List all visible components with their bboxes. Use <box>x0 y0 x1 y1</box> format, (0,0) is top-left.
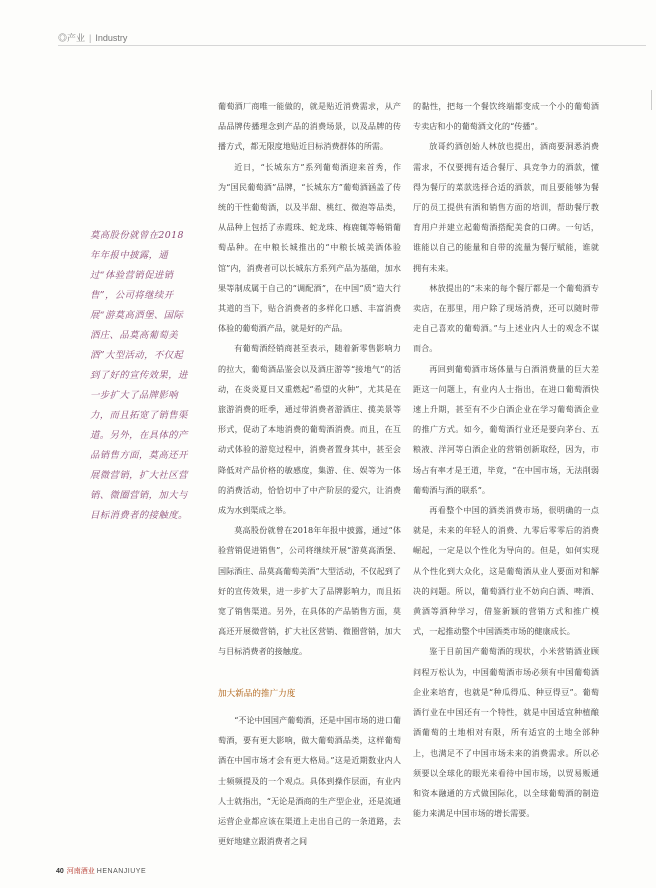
header-rule <box>58 45 646 46</box>
paragraph: 鉴于目前国产葡萄酒的现状，小米营销酒业顾问程万松认为，中国葡萄酒市场必须有中国葡萄酒企业来培育，也就是“种瓜得瓜、种豆得豆”。葡萄酒行业在中国还有一个特性，就是中国适宜种植酿酒葡萄的土地相对有限，所有适宜的土地全部种上，也满足不了中国市场未来的消费需求。所以必须要以全球化的眼光来看待中国市场，以贸易贩通和资本融通的方式做国际化，以全球葡萄酒的制造能力来满足中国市场的增长需要。 <box>413 646 599 819</box>
paragraph: 莫高股份就曾在2018年年报中披露，通过“体验营销促进销售”，公司将继续开展“游莫高酒堡、国际酒庄、品莫高葡萄美酒”大型活动，不仅起到了好的宣传效果，进一步扩大了品牌影响力，而且拓宽了销售渠道。另外，在具体的产品销售方面，莫高还开展微营销，扩大社区营销、微圈营销，加大与目标消费者的接触度。 <box>218 525 401 657</box>
header-divider: | <box>89 33 92 43</box>
magazine-name: 河南酒业 <box>66 868 95 875</box>
paragraph: 放哥约酒创始人林放也提出，酒商要洞悉消费需求，不仅要拥有适合餐厅、具竞争力的酒款，懂得为餐厅的菜款选择合适的酒款，而且要能够为餐厅的员工提供有酒和销售方面的培训，帮助餐厅教育用户并建立起葡萄酒搭配美食的口碑。一句话，谁能以自己的能量和自带的流量为餐厅赋能，谁就拥有未来。 <box>413 141 599 273</box>
article-column-1 <box>218 96 401 851</box>
section-header <box>58 31 127 44</box>
page-number: 40 <box>56 868 64 875</box>
section-label-en: Industry <box>95 33 128 43</box>
section-label-cn: ◎产业 <box>58 33 86 43</box>
paragraph: 有葡萄酒经销商甚至表示，随着新零售影响力的拉大，葡萄酒品鉴会以及酒庄游等“接地气”的活动，在炎炎夏日又重燃起“希望的火种”，尤其是在旅游消费的旺季，通过带消费者游酒庄、揽美景等形式，促动了本地消费的葡萄酒消费。而且，在互动式体验的游览过程中，消费者置身其中，甚至会降低对产品价格的敏感度，集游、住、娱等为一体的消费活动，恰恰切中了中产阶层的爱穴，让消费成为水到渠成之举。 <box>218 343 401 516</box>
paragraph: 再回到葡萄酒市场体量与白酒消费量的巨大差距这一问题上，有业内人士指出，在进口葡萄酒快速上升期，甚至有不少白酒企业在学习葡萄酒企业的推广方式。如今，葡萄酒行业还是要向茅台、五粮液、洋河等白酒企业的营销创新取经，因为，市场占有率才是王道，毕竟，“在中国市场，无法削弱葡萄酒与酒的联系”。 <box>413 363 599 495</box>
paragraph: 葡萄酒厂商唯一能做的，就是贴近消费需求，从产品品牌传播理念到产品的消费场景，以及品牌的传播方式，都无限度地贴近目标消费群体的所需。 <box>218 101 401 152</box>
paragraph: 再看整个中国的酒类消费市场，很明确的一点就是，未来的年轻人的消费、九零后零零后的消费崛起，一定是以个性化为导向的。但是，如何实现从个性化到大众化，这是葡萄酒从业人要面对和解决的问题。所以，葡萄酒行业不妨向白酒、啤酒、黄酒等酒种学习，借鉴新颖的营销方式和推广模式，一起推动整个中国酒类市场的健康成长。 <box>413 505 599 637</box>
page-edge-mark <box>651 90 652 110</box>
paragraph: 林放提出的“未来的每个餐厅都是一个葡萄酒专卖店，在那里，用户除了现场消费，还可以随时带走自己喜欢的葡萄酒。”与上述业内人士的观念不谋而合。 <box>413 282 599 354</box>
magazine-name-en: HENANJIUYE <box>96 868 147 875</box>
paragraph: “不论中国国产葡萄酒，还是中国市场的进口葡萄酒，要有更大影响，做大葡萄酒品类，这样葡萄酒在中国市场才会有更大格局。”这是近期数业内人士频频提及的一个观点。具体到操作层面，有业内人士就指出，“无论是酒商的生产型企业，还是流通运营企业都应该在渠道上走出自己的一条道路，去更好地建立跟消费者之间 <box>218 714 401 847</box>
pull-quote: 莫高股份就曾在2018年年报中披露，通过“体验营销促进销售”，公司将继续开展“游莫高酒堡、国际酒庄、品莫高葡萄美酒”大型活动，不仅起到了好的宣传效果，进一步扩大了品牌影响力，而且拓宽了销售渠道。另外，在具体的产品销售方面，莫高还开展微营销，扩大社区营销、微圈营销，加大与目标消费者的接触度。 <box>90 230 188 521</box>
page-footer <box>56 866 146 876</box>
section-heading: 加大新品的推广力度 <box>218 688 296 699</box>
article-column-2 <box>413 96 599 823</box>
paragraph: 近日，“长城东方”系列葡萄酒迎来首秀，作为“国民葡萄酒”品牌，“长城东方”葡萄酒涵盖了传统的干性葡萄酒，以及半甜、桃红、微泡等品类，从品种上包括了赤霞珠、蛇龙珠、梅鹿辄等畅销葡萄品种。在中粮长城推出的“中粮长城美酒体验馆”内，消费者可以长城东方系列产品为基础，加水果等制成属于自己的“调配酒”，在中国“质”造大行其道的当下，贴合消费者的多样化口感、丰富消费体验的葡萄酒产品，就是好的产品。 <box>218 161 401 334</box>
paragraph: 的黏性，把每一个餐饮终端都变成一个小的葡萄酒专卖店和小的葡萄酒文化的“传播”。 <box>413 101 599 132</box>
